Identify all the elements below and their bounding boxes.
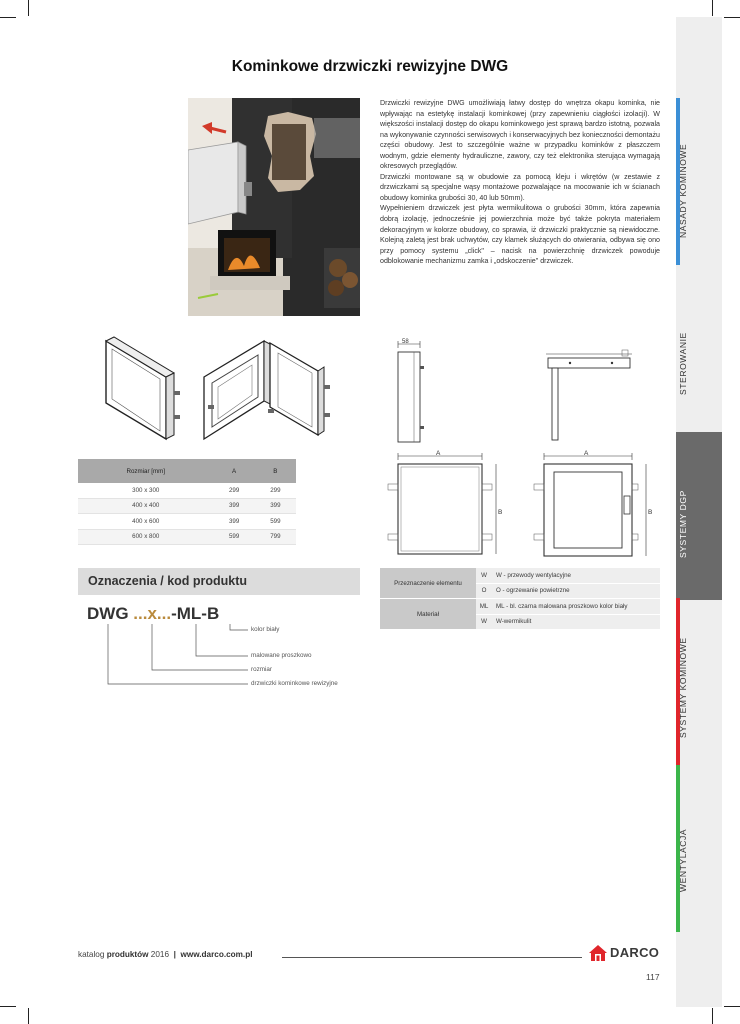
footer-catalog-prefix: katalog xyxy=(78,950,107,959)
table-cell: 599 xyxy=(214,529,255,545)
legend-desc: ML - bl. czarna malowana proszkowo kolor biały xyxy=(492,599,660,615)
height-label: B xyxy=(498,509,503,516)
table-cell: 299 xyxy=(214,483,255,498)
legend-group-head: Przeznaczenie elementu xyxy=(380,568,476,599)
code-leader-lines xyxy=(100,624,250,693)
table-cell: 400 x 400 xyxy=(78,498,214,514)
footer-url-link[interactable]: www.darco.com.pl xyxy=(180,950,253,959)
product-code-heading: Oznaczenia / kod produktu xyxy=(88,574,248,588)
table-cell: 299 xyxy=(255,483,296,498)
table-cell: 399 xyxy=(255,498,296,514)
back-view-drawing xyxy=(530,450,660,565)
size-table-header: A xyxy=(214,459,255,483)
footer-catalog-bold: produktów xyxy=(106,950,149,959)
sidebar-item-wentylacja[interactable]: WENTYLACJA xyxy=(678,828,688,892)
size-table-header: B xyxy=(255,459,296,483)
code-desc-paint: malowane proszkowo xyxy=(251,652,312,659)
code-color: B xyxy=(206,604,220,623)
table-cell: 399 xyxy=(214,498,255,514)
code-desc-product: drzwiczki kominkowe rewizyjne xyxy=(251,680,338,687)
code-desc-color: kolor biały xyxy=(251,626,280,633)
table-cell: 300 x 300 xyxy=(78,483,214,498)
width-label: A xyxy=(584,450,589,457)
legend-table xyxy=(380,568,660,630)
side-section-drawing xyxy=(380,336,440,451)
table-row xyxy=(78,498,296,514)
depth-label: 58 xyxy=(402,339,409,345)
code-ml: ML xyxy=(176,604,202,623)
description-paragraph: Drzwiczki montowane są w obudowie za pomocą kleju i wkrętów (w zestawie z drzwiczkami są specjalne wąsy montażowe pozwalające na mocowanie ich w ścianach obudowy kominka grubości 30, 40 lub 50mm). xyxy=(380,172,660,202)
legend-group-head: Materiał xyxy=(380,599,476,630)
footer-separator: | xyxy=(173,950,176,959)
table-row xyxy=(78,483,296,498)
table-cell: 600 x 800 xyxy=(78,529,214,545)
table-cell: 599 xyxy=(255,514,296,530)
product-code xyxy=(87,604,219,624)
top-section-drawing xyxy=(540,346,640,451)
page-title: Kominkowe drzwiczki rewizyjne DWG xyxy=(231,58,509,75)
legend-desc: O - ogrzewanie powietrzne xyxy=(492,583,660,599)
closed-door-drawing xyxy=(100,335,188,450)
legend-desc: W - przewody wentylacyjne xyxy=(492,568,660,583)
product-description xyxy=(380,98,660,267)
brand-name: DARCO xyxy=(610,945,660,960)
width-label: A xyxy=(436,450,441,457)
table-row xyxy=(380,568,660,583)
table-row xyxy=(78,514,296,530)
front-view-drawing xyxy=(384,450,514,565)
sidebar-item-systemy-kominowe[interactable]: SYSTEMY KOMINOWE xyxy=(678,637,688,738)
product-photo xyxy=(188,98,360,316)
code-desc-size: rozmiar xyxy=(251,666,272,673)
footer-catalog xyxy=(78,950,253,959)
legend-desc: W-wermikulit xyxy=(492,614,660,630)
legend-code: W xyxy=(476,614,492,630)
code-dash: - xyxy=(201,604,207,623)
darco-logo-icon xyxy=(588,944,608,967)
legend-code: O xyxy=(476,583,492,599)
table-row xyxy=(380,599,660,615)
table-cell: 799 xyxy=(255,529,296,545)
sidebar-item-sterowanie[interactable]: STEROWANIE xyxy=(678,332,688,395)
footer-divider xyxy=(282,957,582,958)
sidebar-item-nasady-kominowe[interactable]: NASADY KOMINOWE xyxy=(678,143,688,238)
description-paragraph: Wypełnieniem drzwiczek jest płyta wermikulitowa o grubości 30mm, która zapewnia dobrą izolację, jednocześnie jej powierzchnia może być także pokryta materiałem dekoracyjnym w kolorze obudowy, co sprawia, iż drzwiczki praktycznie są niewidoczne. Kolejną zaletą jest brak uchwytów, czy klamek służących do otwierania, odbywa się ono przy pomocy systemu „click" – nacisk na powierzchnię drzwiczek powoduje odblokowanie mechanizmu zamka i „odskoczenie" drzwiczek. xyxy=(380,204,660,266)
code-prefix: DWG xyxy=(87,604,129,623)
code-size-part: ...x... xyxy=(133,604,172,623)
code-dash: - xyxy=(171,604,177,623)
size-table xyxy=(78,459,296,545)
height-label: B xyxy=(648,509,653,516)
table-row xyxy=(78,529,296,545)
legend-code: W xyxy=(476,568,492,583)
page-number: 117 xyxy=(646,972,660,982)
legend-code: ML xyxy=(476,599,492,615)
sidebar-item-systemy-dgp[interactable]: SYSTEMY DGP xyxy=(678,490,688,558)
table-cell: 399 xyxy=(214,514,255,530)
open-door-drawing xyxy=(198,335,334,450)
table-cell: 400 x 600 xyxy=(78,514,214,530)
footer-year: 2016 xyxy=(148,950,170,959)
size-table-header: Rozmiar [mm] xyxy=(78,459,214,483)
description-paragraph: Drzwiczki rewizyjne DWG umożliwiają łatwy dostęp do wnętrza okapu kominka, nie wpływając na estetykę instalacji kominkowej (przy zapewnieniu ciągłości izolacji). W większości instalacji dostęp do okapu kominkowego jest sprawą bardzo istotną, pozwala na wykonywanie czynności serwisowych i konserwacyjnych bez konieczności demontażu części obudowy. Jest to szczególnie ważne w przypadku kominków z płaszczem wodnym, gdzie elementy hydrauliczne, zawory, czy też elektronika sterująca wymagają okresowych przeglądów. xyxy=(380,99,660,171)
